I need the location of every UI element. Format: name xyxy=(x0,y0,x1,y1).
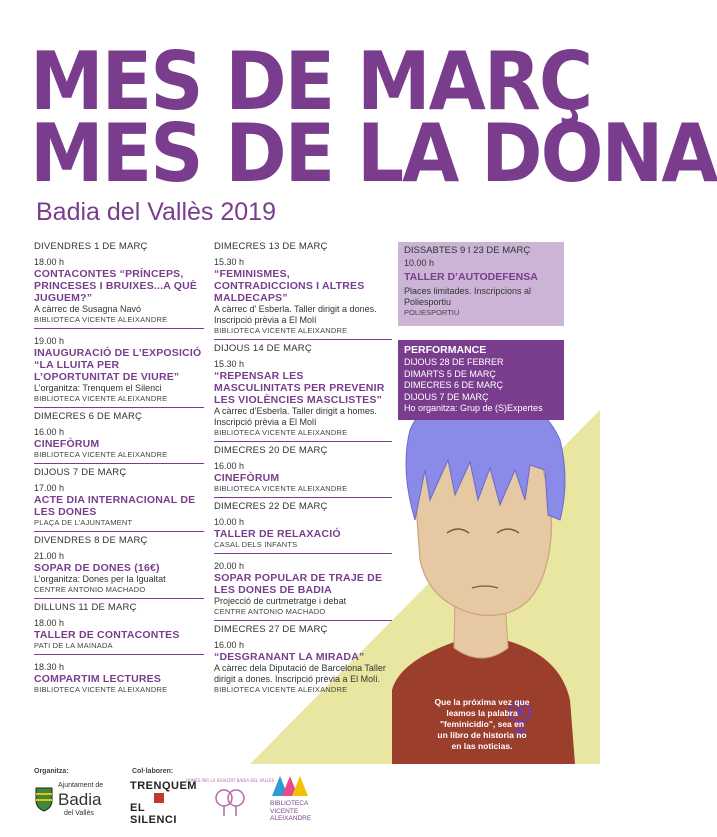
event-item xyxy=(214,340,392,442)
event-time: 15.30 h xyxy=(214,359,245,369)
biblioteca-icon xyxy=(270,774,310,798)
event-date: DIMECRES 20 DE MARÇ xyxy=(214,445,328,456)
event-item xyxy=(214,621,392,698)
event-date: DIMECRES 6 DE MARÇ xyxy=(34,411,143,422)
title-line-2: MES DE LA DONA xyxy=(30,107,717,201)
event-place: CENTRE ANTONIO MACHADO xyxy=(34,585,146,594)
event-title: INAUGURACIÓ DE L’EXPOSICIÓ “LA LLUITA PER L’OPORTUNITAT DE VIURE” xyxy=(34,347,202,383)
performance-line: DIMARTS 5 DE MARÇ xyxy=(404,368,496,379)
ajuntament-badia-logo xyxy=(34,780,124,820)
event-desc: A càrrec d’ Esberla. Taller dirigit a dones. Inscripció prèvia a El Molí xyxy=(214,304,377,325)
event-item xyxy=(34,655,204,698)
event-date: DIMECRES 13 DE MARÇ xyxy=(214,241,328,252)
event-desc: A càrrec dela Diputació de Barcelona Taller dirigit a dones. Inscripció prèvia a El Molí. xyxy=(214,663,386,684)
event-title: COMPARTIM LECTURES xyxy=(34,673,162,685)
dones-igualtat-logo xyxy=(185,772,275,822)
event-place: CASAL DELS INFANTS xyxy=(214,540,298,549)
event-place: PLAÇA DE L’AJUNTAMENT xyxy=(34,518,133,527)
event-title: ACTE DIA INTERNACIONAL DE LES DONES xyxy=(34,494,196,518)
event-title: TALLER DE RELAXACIÓ xyxy=(214,528,341,540)
ajuntament-name: Badia xyxy=(58,790,102,809)
event-time: 10.00 h xyxy=(214,517,245,527)
event-title: TALLER DE CONTACONTES xyxy=(34,629,180,641)
dones-igualtat-text: DONES PER LA IGUALTAT BADIA DEL VALLÈS xyxy=(185,778,275,783)
event-time: 21.00 h xyxy=(34,551,65,561)
self-defense-box xyxy=(398,242,564,326)
event-place: POLIESPORTIU xyxy=(404,308,460,317)
trenquem-line-2: EL SILENCI xyxy=(130,802,177,826)
event-time: 19.00 h xyxy=(34,336,65,346)
event-item xyxy=(34,464,204,532)
event-item xyxy=(34,408,204,464)
event-desc: L’organitza: Trenquem el Silenci xyxy=(34,383,162,393)
event-time: 16.00 h xyxy=(214,640,245,650)
event-place: BIBLIOTECA VICENTE ALEIXANDRE xyxy=(214,685,348,694)
event-time: 16.00 h xyxy=(34,427,65,437)
performance-line: DIJOUS 28 DE FEBRER xyxy=(404,357,504,367)
event-place: BIBLIOTECA VICENTE ALEIXANDRE xyxy=(214,428,348,437)
event-desc: A càrrec de Susagna Navó xyxy=(34,304,142,314)
event-time: 17.00 h xyxy=(34,483,65,493)
event-title: CONTACONTES “PRÍNCEPS, PRINCESES I BRUIXES...A QUÈ JUGUEM?” xyxy=(34,268,198,304)
events-column-1 xyxy=(34,238,204,698)
event-place: BIBLIOTECA VICENTE ALEIXANDRE xyxy=(214,484,348,493)
event-item xyxy=(214,554,392,621)
footer xyxy=(0,764,600,837)
performance-organizer: Ho organitza: Grup de (S)Expertes xyxy=(404,403,543,413)
event-place: BIBLIOTECA VICENTE ALEIXANDRE xyxy=(34,685,168,694)
event-place: BIBLIOTECA VICENTE ALEIXANDRE xyxy=(34,450,168,459)
event-time: 10.00 h xyxy=(404,258,435,268)
event-date: DILLUNS 11 DE MARÇ xyxy=(34,602,137,613)
event-place: PATI DE LA MAINADA xyxy=(34,641,113,650)
badia-shield-icon xyxy=(34,786,54,812)
event-desc: Projecció de curtmetratge i debat xyxy=(214,596,347,606)
event-time: 18.30 h xyxy=(34,662,65,672)
event-date: DIJOUS 14 DE MARÇ xyxy=(214,343,312,354)
performance-title: PERFORMANCE xyxy=(404,344,487,356)
event-item xyxy=(214,238,392,340)
event-time: 18.00 h xyxy=(34,618,65,628)
subtitle: Badia del Vallès 2019 xyxy=(36,198,276,226)
event-date: DIMECRES 27 DE MARÇ xyxy=(214,624,328,635)
event-title: “FEMINISMES, CONTRADICCIONS I ALTRES MALDECAPS” xyxy=(214,268,365,304)
events-column-2 xyxy=(214,238,392,698)
event-time: 18.00 h xyxy=(34,257,65,267)
event-item xyxy=(34,532,204,599)
dones-igualtat-icon xyxy=(185,772,275,822)
shirt-quote: Que la próxima vez que leamos la palabra "feminicidio", sea en un libro de historia no en las noticias. xyxy=(434,697,530,751)
event-title: “DESGRANANT LA MIRADA” xyxy=(214,651,365,663)
event-date: DIJOUS 7 DE MARÇ xyxy=(34,467,127,478)
event-time: 20.00 h xyxy=(214,561,245,571)
biblioteca-logo xyxy=(268,774,328,824)
event-item xyxy=(34,329,204,408)
biblioteca-text: BIBLIOTECA VICENTE ALEIXANDRE xyxy=(270,800,312,822)
event-title: CINEFÒRUM xyxy=(214,472,280,484)
event-date: DIVENDRES 1 DE MARÇ xyxy=(34,241,148,252)
event-date: DIMECRES 22 DE MARÇ xyxy=(214,501,328,512)
event-place: BIBLIOTECA VICENTE ALEIXANDRE xyxy=(34,315,168,324)
event-place: BIBLIOTECA VICENTE ALEIXANDRE xyxy=(214,326,348,335)
event-item xyxy=(34,599,204,655)
event-time: 16.00 h xyxy=(214,461,245,471)
event-desc: Places limitades. Inscripcions al Poliesportiu xyxy=(404,286,532,307)
event-item xyxy=(214,498,392,554)
event-title: TALLER D’AUTODEFENSA xyxy=(404,271,538,283)
performance-line: DIJOUS 7 DE MARÇ xyxy=(404,391,489,402)
event-date: DISSABTES 9 I 23 DE MARÇ xyxy=(404,245,531,256)
event-place: BIBLIOTECA VICENTE ALEIXANDRE xyxy=(34,394,168,403)
event-title: “REPENSAR LES MASCULINITATS PER PREVENIR LES VIOLÈNCIES MASCLISTES” xyxy=(214,370,385,406)
ajuntament-top-text: Ajuntament de xyxy=(58,782,104,789)
event-place: CENTRE ANTONIO MACHADO xyxy=(214,607,326,616)
event-date: DIVENDRES 8 DE MARÇ xyxy=(34,535,148,546)
performance-line: DIMECRES 6 DE MARÇ xyxy=(404,380,504,390)
trenquem-line-1: TRENQUEM xyxy=(130,780,197,792)
event-time: 15.30 h xyxy=(214,257,245,267)
event-title: CINEFÒRUM xyxy=(34,438,100,450)
event-desc: A càrrec d’Esberla. Taller dirigit a homes. Inscripció prèvia a El Molí xyxy=(214,406,377,427)
event-item xyxy=(214,442,392,498)
event-item xyxy=(34,238,204,329)
organitza-label: Organitza: xyxy=(34,768,69,775)
title-line-1: MES DE MARÇ xyxy=(30,35,592,129)
event-desc: L’organitza: Dones per la Igualtat xyxy=(34,574,166,584)
collaboren-label: Col·laboren: xyxy=(132,768,174,775)
ajuntament-sub: del Vallès xyxy=(64,810,94,817)
event-title: SOPAR DE DONES (16€) xyxy=(34,562,160,574)
performance-box xyxy=(398,340,564,420)
trenquem-silenci-logo xyxy=(130,780,197,826)
event-title: SOPAR POPULAR DE TRAJE DE LES DONES DE BADIA xyxy=(214,572,383,596)
